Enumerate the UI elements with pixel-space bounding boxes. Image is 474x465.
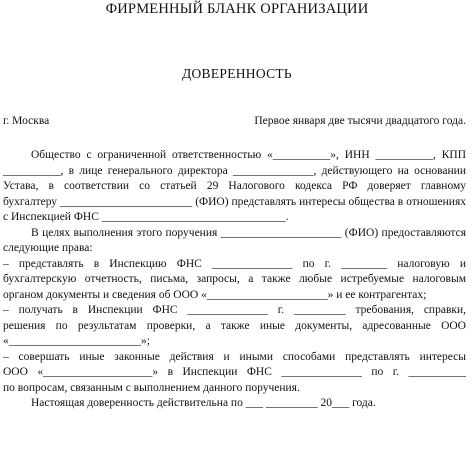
paragraph-2-line-1: В целях выполнения этого поручения _____________________ (ФИО) предоставляются <box>31 226 466 239</box>
paragraph-4-line-3: «_______________________»; <box>3 335 150 347</box>
document-date: Первое января две тысячи двадцатого года. <box>254 115 466 127</box>
paragraph-1-line-3: Устава, в соответствии со статьей 29 Налогового кодекса РФ доверяет главному <box>3 180 466 192</box>
paragraph-1-line-5: с Инспекцией ФНС ________________________________. <box>3 211 289 223</box>
paragraph-2-line-2: следующие права: <box>3 242 93 254</box>
paragraph-1-line-1: Общество с ограниченной ответственностью «__________», ИНН __________, КПП <box>31 149 466 161</box>
paragraph-3-line-2: бухгалтерскую отчетность, письма, запросы, а также любые истребуемые налоговым <box>3 273 466 285</box>
document-title: ДОВЕРЕННОСТЬ <box>182 66 292 81</box>
document-body <box>3 148 466 412</box>
document-city: г. Москва <box>3 115 50 127</box>
paragraph-3-line-1: – представлять в Инспекцию ФНС ______________ по г. ________ налоговую и <box>3 257 466 270</box>
paragraph-5-line-3: по вопросам, связанным с выполнением данного поручения. <box>3 381 300 394</box>
paragraph-3-line-3: органом документы и сведения об ООО «_____________________» и ее контрагентах; <box>3 288 427 301</box>
paragraph-5-line-1: – совершать иные законные действия и иными способами представлять интересы <box>3 350 466 363</box>
paragraph-1-line-4: бухгалтеру _______________________ (ФИО) представлять интересы общества в отношениях <box>3 195 466 208</box>
paragraph-6-line-1: Настоящая доверенность действительна по ___ _________ 20___ года. <box>31 397 376 409</box>
paragraph-4-line-2: решения по результатам проверки, а также иные документы, адресованные ООО <box>3 319 466 332</box>
paragraph-4-line-1: – получать в Инспекции ФНС ______________ г. _________ требования, справки, <box>3 304 466 316</box>
paragraph-1-line-2: __________, в лице генерального директора ______________, действующего на основании <box>3 164 466 177</box>
paragraph-5-line-2: ООО «___________________» в Инспекции ФНС ______________ по г. __________ <box>3 366 466 378</box>
company-letterhead-header: ФИРМЕННЫЙ БЛАНК ОРГАНИЗАЦИИ <box>105 1 369 17</box>
